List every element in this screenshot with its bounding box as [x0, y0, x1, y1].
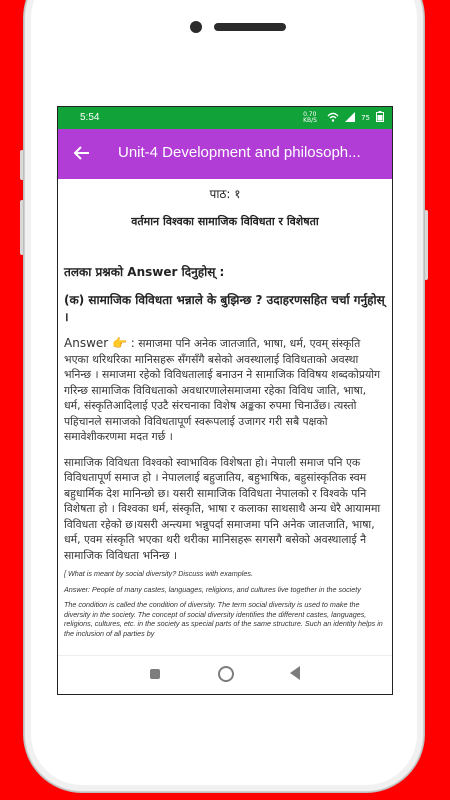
instruction-text: तलका प्रश्नको Answer दिनुहोस् : — [64, 265, 225, 279]
network-speed: 0.70 KB/S — [303, 111, 317, 124]
status-bar — [58, 107, 392, 129]
earpiece-speaker — [214, 23, 286, 31]
page-title: Unit-4 Development and philosoph... — [118, 144, 361, 161]
phone-screen — [57, 106, 393, 695]
phone-side-button-right — [424, 210, 428, 280]
status-icons — [303, 111, 384, 125]
front-camera — [190, 21, 202, 33]
wifi-icon — [327, 112, 339, 125]
answer-paragraph-1 — [64, 336, 386, 445]
signal-icon — [345, 112, 355, 125]
battery-icon — [376, 111, 384, 125]
back-arrow-icon[interactable] — [72, 143, 92, 163]
answer-label: Answer 👉 : — [64, 336, 135, 350]
system-nav-bar — [58, 655, 392, 694]
lesson-number: पाठ: १ — [209, 187, 241, 201]
answer-paragraph-2: सामाजिक विविधता विश्वको स्वाभाविक विशेषता हो। नेपाली समाज पनि एक विविधतापूर्ण समाज हो । नेपाललाई बहुजातिय, बहुभाषिक, बहुसांस्कृतिक स्वम बहुधार्मिक देश मानिन्छो छ। यसरी सामाजिक विविधता नेपालको र विश्वके पनि विशेषता हो । विश्वका धर्म, संस्कृति, भाषा र कलाका साथसाथै अन्य धेरै आयाममा विविधता रहेको छ।यसरी अन्त्यमा भन्नुपर्दा समाजमा पनि अनेक जातजाति, भाषा, धर्म, एवम संस्कृति भएका थरी थरीका मानिसहरू सगसगै बसेको अवस्थालाई नै सामाजिक विविधता भनिन्छ । — [64, 455, 381, 562]
recents-square-icon[interactable] — [150, 669, 160, 679]
status-time: 5:54 — [80, 112, 100, 123]
back-triangle-icon[interactable] — [290, 666, 300, 680]
app-bar — [58, 129, 392, 179]
question-text: (क) सामाजिक विविधता भन्नाले के बुझिन्छ ? उदाहरणसहित चर्चा गर्नुहोस् । — [64, 293, 385, 324]
english-answer: Answer: People of many castes, languages, religions, and cultures live together in the society — [64, 584, 361, 594]
lesson-content[interactable] — [58, 179, 392, 649]
lesson-subtitle: वर्तमान विश्वका सामाजिक विविधता र विशेषता — [131, 215, 319, 228]
answer-text-1: समाजमा पनि अनेक जातजाति, भाषा, धर्म, एवम् संस्कृति भएका थरिथरिका मानिसहरू सँगसँगै बसेको अवस्थालाई विविधताको अवस्था भनिन्छ । समाजमा रहेको विविधतालाई बनाउन ने सामाजिक विविषय शब्दकोप्रयोग गरिन्छ सामाजिक विविधताको अवधारणालेसमाजमा रहेका विविध जाति, भाषा, धर्म, संस्कृतिआदिलाई एउटै संरचनाका विशेष अङ्कका रुपमा चिनाउँछ। त्यस्तो पहिचानले समाजको विविधतापूर्ण स्वरूपलाई उजागर गरी सबै पक्षको समावेशीकरणमा मदत गर्छ । — [64, 337, 381, 443]
english-question: [ What is meant by social diversity? Discuss with examples. — [64, 569, 253, 578]
battery-level: 75 — [361, 114, 370, 122]
english-paragraph: The condition is called the condition of diversity. The term social diversity is used to make the diversity in the society. The concept of social diversity identifies the different castes, languages, religions, cultures, etc. in the society as special parts of the same structure. Such an identity helps in the inclusion of all parties by — [64, 600, 383, 638]
home-circle-icon[interactable] — [218, 666, 234, 682]
